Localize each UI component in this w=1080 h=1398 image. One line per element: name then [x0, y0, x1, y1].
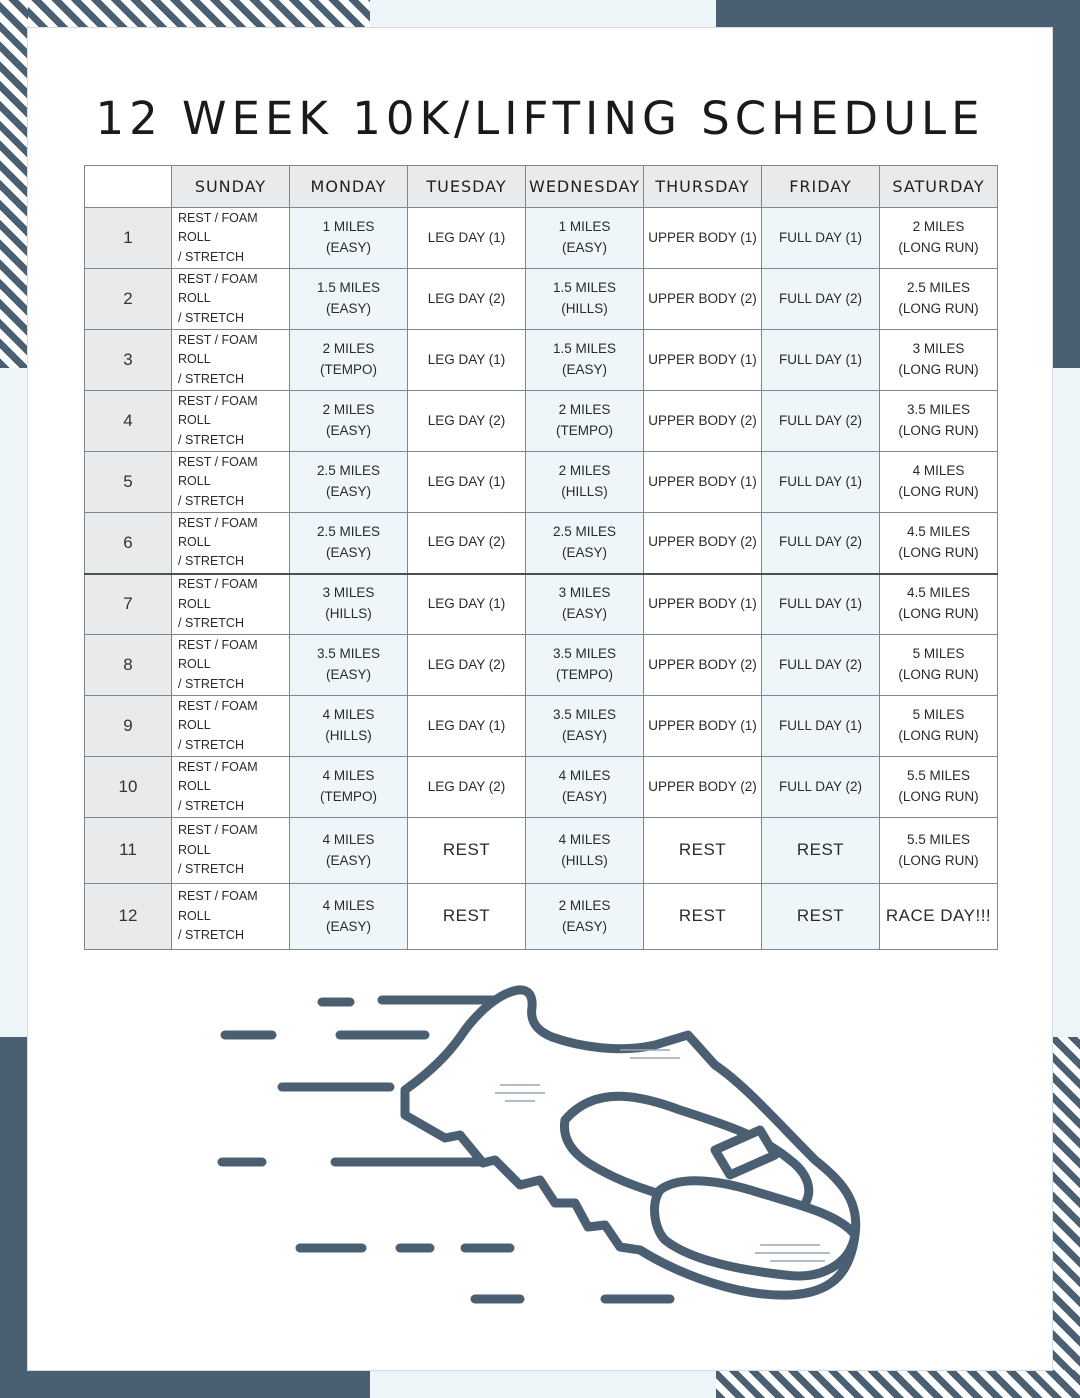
cell-line: 2 MILES	[322, 402, 375, 418]
solid-block-bottom-left	[0, 1037, 28, 1398]
cell-friday: FULL DAY (1)	[762, 452, 880, 513]
cell-line: (EASY)	[325, 852, 371, 868]
cell-saturday	[880, 269, 998, 330]
cell-line: / STRETCH	[178, 310, 244, 325]
cell-line: 3.5 MILES	[316, 646, 381, 662]
table-row	[85, 269, 998, 330]
week-number: 7	[85, 574, 172, 635]
cell-line: 2 MILES	[322, 341, 375, 357]
cell-friday: FULL DAY (1)	[762, 330, 880, 391]
cell-sunday	[172, 513, 290, 574]
cell-tuesday: REST	[408, 818, 526, 884]
cell-line: REST / FOAM ROLL	[178, 577, 258, 611]
cell-line: / STRETCH	[178, 737, 244, 752]
cell-line: 1.5 MILES	[552, 280, 617, 296]
cell-line: REST / FOAM ROLL	[178, 271, 258, 306]
cell-friday: FULL DAY (1)	[762, 574, 880, 635]
table-row	[85, 513, 998, 574]
table-row	[85, 391, 998, 452]
cell-saturday	[880, 513, 998, 574]
cell-line: (LONG RUN)	[898, 852, 979, 868]
cell-line: 4 MILES	[912, 463, 965, 479]
stripe-block-bottom-right-edge	[716, 1370, 1080, 1398]
table-row	[85, 884, 998, 950]
cell-line: 2 MILES	[558, 463, 611, 479]
cell-line: (LONG RUN)	[898, 240, 979, 255]
week-number: 6	[85, 513, 172, 574]
cell-line: 3 MILES	[912, 341, 965, 357]
cell-line: 2.5 MILES	[552, 523, 617, 539]
cell-monday	[290, 330, 408, 391]
cell-friday: FULL DAY (2)	[762, 269, 880, 330]
cell-wednesday	[526, 452, 644, 513]
cell-wednesday	[526, 269, 644, 330]
cell-line: 4 MILES	[558, 768, 611, 784]
cell-sunday	[172, 330, 290, 391]
cell-thursday: UPPER BODY (2)	[644, 635, 762, 696]
cell-tuesday: LEG DAY (2)	[408, 635, 526, 696]
cell-line: 5.5 MILES	[906, 831, 971, 847]
cell-sunday	[172, 884, 290, 950]
cell-friday: FULL DAY (1)	[762, 696, 880, 757]
cell-line: REST / FOAM ROLL	[178, 759, 258, 794]
cell-line: (TEMPO)	[556, 423, 613, 438]
cell-line: (EASY)	[325, 301, 371, 316]
cell-line: / STRETCH	[178, 615, 244, 630]
cell-line: REST / FOAM ROLL	[178, 454, 258, 489]
cell-line: (EASY)	[561, 606, 607, 622]
cell-line: (LONG RUN)	[898, 667, 979, 682]
week-number: 11	[85, 818, 172, 884]
cell-monday	[290, 884, 408, 950]
cell-saturday	[880, 391, 998, 452]
cell-line: (TEMPO)	[320, 789, 377, 804]
cell-line: 3 MILES	[322, 585, 375, 601]
cell-line: 1 MILES	[322, 219, 375, 235]
cell-sunday	[172, 574, 290, 635]
cell-line: (EASY)	[561, 544, 607, 560]
header-wednesday: WEDNESDAY	[526, 166, 644, 208]
cell-line: 1.5 MILES	[316, 280, 381, 296]
cell-tuesday: LEG DAY (2)	[408, 757, 526, 818]
cell-line: REST / FOAM ROLL	[178, 393, 258, 428]
header-sunday: SUNDAY	[172, 166, 290, 208]
week-number: 12	[85, 884, 172, 950]
cell-line: / STRETCH	[178, 862, 244, 877]
cell-sunday	[172, 269, 290, 330]
cell-saturday	[880, 452, 998, 513]
table-row	[85, 635, 998, 696]
cell-line: 4 MILES	[322, 897, 375, 913]
cell-tuesday: LEG DAY (1)	[408, 574, 526, 635]
page-title: 12 WEEK 10K/LIFTING SCHEDULE	[95, 92, 985, 145]
cell-thursday: UPPER BODY (1)	[644, 574, 762, 635]
cell-line: REST / FOAM ROLL	[178, 332, 258, 367]
cell-sunday	[172, 391, 290, 452]
cell-friday: REST	[762, 818, 880, 884]
cell-line: (EASY)	[325, 544, 371, 560]
table-row	[85, 818, 998, 884]
week-number: 8	[85, 635, 172, 696]
cell-line: REST / FOAM ROLL	[178, 698, 258, 733]
cell-line: (LONG RUN)	[898, 362, 979, 377]
cell-line: REST / FOAM ROLL	[178, 637, 258, 672]
week-number: 3	[85, 330, 172, 391]
cell-line: / STRETCH	[178, 493, 244, 508]
stripe-block-left	[0, 0, 28, 368]
cell-tuesday: LEG DAY (1)	[408, 696, 526, 757]
cell-line: (LONG RUN)	[898, 789, 979, 804]
cell-monday	[290, 513, 408, 574]
cell-monday	[290, 696, 408, 757]
running-shoe-icon	[200, 975, 880, 1335]
header-tuesday: TUESDAY	[408, 166, 526, 208]
cell-line: (HILLS)	[325, 606, 372, 622]
cell-line: 4.5 MILES	[906, 585, 971, 601]
cell-line: 2 MILES	[558, 897, 611, 913]
cell-sunday	[172, 818, 290, 884]
cell-thursday: UPPER BODY (1)	[644, 452, 762, 513]
cell-line: 2.5 MILES	[316, 463, 381, 479]
table-row	[85, 208, 998, 269]
table-row	[85, 452, 998, 513]
cell-line: 3.5 MILES	[552, 707, 617, 723]
cell-monday	[290, 757, 408, 818]
cell-sunday	[172, 757, 290, 818]
header-friday: FRIDAY	[762, 166, 880, 208]
cell-line: / STRETCH	[178, 798, 244, 813]
cell-line: (HILLS)	[561, 852, 608, 868]
cell-line: (EASY)	[561, 362, 607, 377]
cell-line: 3.5 MILES	[552, 646, 617, 662]
cell-line: / STRETCH	[178, 371, 244, 386]
cell-sunday	[172, 452, 290, 513]
cell-line: 5 MILES	[912, 646, 965, 662]
cell-line: / STRETCH	[178, 928, 244, 943]
cell-line: 3.5 MILES	[906, 402, 971, 418]
table-row	[85, 757, 998, 818]
cell-friday: FULL DAY (1)	[762, 208, 880, 269]
week-number: 5	[85, 452, 172, 513]
cell-line: (TEMPO)	[320, 362, 377, 377]
cell-saturday	[880, 574, 998, 635]
cell-thursday: UPPER BODY (2)	[644, 757, 762, 818]
cell-line: REST / FOAM ROLL	[178, 515, 258, 550]
week-number: 9	[85, 696, 172, 757]
cell-monday	[290, 452, 408, 513]
solid-block-bottom-left-edge	[0, 1370, 370, 1398]
cell-saturday	[880, 635, 998, 696]
cell-line: / STRETCH	[178, 554, 244, 569]
cell-thursday: UPPER BODY (2)	[644, 513, 762, 574]
cell-tuesday: REST	[408, 884, 526, 950]
header-monday: MONDAY	[290, 166, 408, 208]
cell-line: REST / FOAM ROLL	[178, 889, 258, 923]
table-row	[85, 330, 998, 391]
cell-line: REST / FOAM ROLL	[178, 210, 258, 245]
cell-wednesday	[526, 513, 644, 574]
cell-line: (HILLS)	[561, 301, 608, 316]
cell-line: 4 MILES	[558, 831, 611, 847]
cell-line: (EASY)	[325, 918, 371, 934]
solid-block-right	[1052, 0, 1080, 368]
cell-line: (TEMPO)	[556, 667, 613, 682]
week-number: 4	[85, 391, 172, 452]
week-number: 2	[85, 269, 172, 330]
cell-line: 1 MILES	[558, 219, 611, 235]
cell-wednesday	[526, 818, 644, 884]
stripe-block-bottom-right	[1052, 1037, 1080, 1398]
cell-friday: FULL DAY (2)	[762, 391, 880, 452]
cell-saturday	[880, 208, 998, 269]
cell-tuesday: LEG DAY (1)	[408, 208, 526, 269]
cell-line: (EASY)	[325, 240, 371, 255]
cell-line: 1.5 MILES	[552, 341, 617, 357]
header-corner-cell	[85, 166, 172, 208]
cell-line: 2 MILES	[912, 219, 965, 235]
cell-line: 2 MILES	[558, 402, 611, 418]
cell-thursday: UPPER BODY (1)	[644, 330, 762, 391]
cell-line: (LONG RUN)	[898, 544, 979, 560]
cell-tuesday: LEG DAY (1)	[408, 330, 526, 391]
cell-monday	[290, 208, 408, 269]
cell-monday	[290, 574, 408, 635]
cell-saturday	[880, 330, 998, 391]
cell-thursday: UPPER BODY (2)	[644, 269, 762, 330]
cell-line: (LONG RUN)	[898, 728, 979, 743]
cell-line: 5 MILES	[912, 707, 965, 723]
cell-wednesday	[526, 574, 644, 635]
cell-line: (HILLS)	[561, 484, 608, 499]
cell-line: / STRETCH	[178, 432, 244, 447]
cell-line: (LONG RUN)	[898, 606, 979, 622]
table-row	[85, 574, 998, 635]
cell-line: (EASY)	[561, 918, 607, 934]
cell-sunday	[172, 208, 290, 269]
cell-line: (LONG RUN)	[898, 301, 979, 316]
week-number: 10	[85, 757, 172, 818]
schedule-table	[84, 165, 998, 950]
cell-wednesday	[526, 757, 644, 818]
cell-saturday	[880, 757, 998, 818]
header-row	[85, 166, 998, 208]
cell-line: / STRETCH	[178, 676, 244, 691]
cell-monday	[290, 269, 408, 330]
cell-wednesday	[526, 391, 644, 452]
cell-friday: FULL DAY (2)	[762, 635, 880, 696]
cell-line: REST / FOAM ROLL	[178, 823, 258, 857]
week-number: 1	[85, 208, 172, 269]
cell-line: 4 MILES	[322, 707, 375, 723]
cell-friday: FULL DAY (2)	[762, 757, 880, 818]
cell-thursday: UPPER BODY (2)	[644, 391, 762, 452]
header-saturday: SATURDAY	[880, 166, 998, 208]
cell-thursday: UPPER BODY (1)	[644, 696, 762, 757]
cell-line: 4 MILES	[322, 768, 375, 784]
cell-line: (EASY)	[561, 789, 607, 804]
cell-line: 3 MILES	[558, 585, 611, 601]
cell-friday: FULL DAY (2)	[762, 513, 880, 574]
cell-tuesday: LEG DAY (2)	[408, 391, 526, 452]
cell-saturday	[880, 696, 998, 757]
cell-line: (HILLS)	[325, 728, 372, 743]
cell-wednesday	[526, 696, 644, 757]
cell-line: 2.5 MILES	[906, 280, 971, 296]
cell-wednesday	[526, 884, 644, 950]
cell-tuesday: LEG DAY (2)	[408, 513, 526, 574]
cell-line: 4.5 MILES	[906, 523, 971, 539]
cell-thursday: REST	[644, 884, 762, 950]
cell-thursday: REST	[644, 818, 762, 884]
cell-wednesday	[526, 330, 644, 391]
cell-line: (LONG RUN)	[898, 423, 979, 438]
cell-tuesday: LEG DAY (1)	[408, 452, 526, 513]
cell-monday	[290, 635, 408, 696]
cell-line: 5.5 MILES	[906, 768, 971, 784]
cell-line: (LONG RUN)	[898, 484, 979, 499]
cell-thursday: UPPER BODY (1)	[644, 208, 762, 269]
table-row	[85, 696, 998, 757]
cell-wednesday	[526, 208, 644, 269]
cell-sunday	[172, 635, 290, 696]
cell-line: 4 MILES	[322, 831, 375, 847]
cell-sunday	[172, 696, 290, 757]
cell-line: (EASY)	[325, 484, 371, 499]
cell-line: (EASY)	[561, 728, 607, 743]
cell-friday: REST	[762, 884, 880, 950]
cell-saturday	[880, 818, 998, 884]
cell-wednesday	[526, 635, 644, 696]
cell-tuesday: LEG DAY (2)	[408, 269, 526, 330]
solid-block-top-right	[716, 0, 1080, 28]
header-thursday: THURSDAY	[644, 166, 762, 208]
cell-monday	[290, 818, 408, 884]
cell-line: (EASY)	[325, 423, 371, 438]
stripe-block-top-left	[0, 0, 370, 28]
cell-line: 2.5 MILES	[316, 523, 381, 539]
cell-line: / STRETCH	[178, 249, 244, 264]
cell-saturday: RACE DAY!!!	[880, 884, 998, 950]
cell-line: (EASY)	[561, 240, 607, 255]
cell-monday	[290, 391, 408, 452]
cell-line: (EASY)	[325, 667, 371, 682]
